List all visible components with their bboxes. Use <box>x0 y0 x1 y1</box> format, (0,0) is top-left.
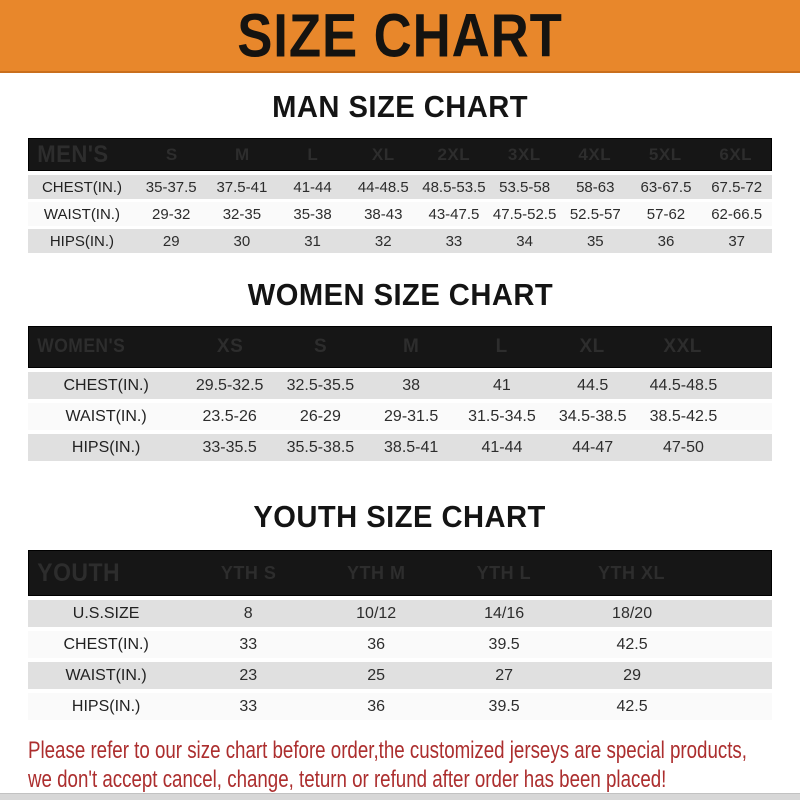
table-cell: 63-67.5 <box>640 178 692 196</box>
column-header: YTH M <box>346 562 406 583</box>
table-row <box>28 229 772 253</box>
row-label: HIPS(IN.) <box>71 697 141 715</box>
column-header: L <box>307 144 319 164</box>
column-header: S <box>165 144 178 164</box>
table-cell: 47-50 <box>662 438 704 456</box>
disclaimer-line-2: we don't accept cancel, change, teturn or refund after order has been placed! <box>28 766 667 793</box>
table-cell: 36 <box>367 635 386 653</box>
table-cell: 38.5-42.5 <box>649 407 718 425</box>
men-size-table <box>28 138 772 253</box>
table-cell: 42.5 <box>616 635 648 653</box>
row-label: HIPS(IN.) <box>71 438 141 456</box>
table-row <box>28 434 772 461</box>
table-cell: 37 <box>728 232 745 250</box>
column-header: S <box>313 336 328 357</box>
table-cell: 18/20 <box>612 604 653 622</box>
women-size-table <box>28 326 772 461</box>
table-cell: 53.5-58 <box>499 178 551 196</box>
table-cell: 29 <box>162 232 180 250</box>
table-row <box>28 600 772 627</box>
column-header: 4XL <box>578 144 612 164</box>
table-cell: 35.5-38.5 <box>286 438 355 456</box>
banner <box>0 0 800 73</box>
table-cell: 25 <box>367 666 386 684</box>
table-cell: 35-38 <box>293 205 332 223</box>
bottom-divider <box>0 793 800 800</box>
column-header: 6XL <box>719 144 753 164</box>
column-header: 3XL <box>507 144 541 164</box>
table-cell: 30 <box>233 232 251 250</box>
women-section-heading: WOMEN SIZE CHART <box>247 277 553 312</box>
table-cell: 33 <box>445 232 463 250</box>
table-cell: 29-31.5 <box>384 407 439 425</box>
table-cell: 33-35.5 <box>202 438 257 456</box>
table-header-row <box>28 138 772 171</box>
disclaimer-line-1: Please refer to our size chart before order,the customized jerseys are special products, <box>28 737 748 764</box>
column-header: YTH L <box>476 562 532 583</box>
table-cell: 26-29 <box>299 407 341 425</box>
column-header: XL <box>579 336 605 357</box>
row-label: U.S.SIZE <box>72 604 140 622</box>
table-cell: 41-44 <box>293 178 332 196</box>
row-label: WAIST(IN.) <box>43 205 120 223</box>
row-label: WAIST(IN.) <box>65 666 147 684</box>
table-row <box>28 202 772 226</box>
men-section-heading: MAN SIZE CHART <box>272 89 528 124</box>
row-label: WAIST(IN.) <box>65 407 147 425</box>
column-header: YTH S <box>220 562 277 583</box>
table-cell: 33 <box>239 635 258 653</box>
table-cell: 35-37.5 <box>145 178 197 196</box>
table-cell: 52.5-57 <box>569 205 621 223</box>
table-cell: 44-48.5 <box>357 178 409 196</box>
table-cell: 44.5-48.5 <box>649 376 718 394</box>
table-row <box>28 175 772 199</box>
column-header: M <box>402 336 420 357</box>
page-title: SIZE CHART <box>237 1 563 70</box>
table-cell: 36 <box>367 697 386 715</box>
table-cell: 38-43 <box>364 205 403 223</box>
table-row <box>28 662 772 689</box>
table-cell: 27 <box>495 666 514 684</box>
table-cell: 32.5-35.5 <box>286 376 355 394</box>
table-corner-label: WOMEN'S <box>37 336 126 357</box>
table-cell: 43-47.5 <box>428 205 480 223</box>
table-cell: 32 <box>374 232 392 250</box>
column-header: XXL <box>663 336 702 357</box>
table-cell: 14/16 <box>484 604 525 622</box>
table-cell: 39.5 <box>488 697 520 715</box>
table-cell: 41-44 <box>481 438 523 456</box>
table-cell: 36 <box>657 232 675 250</box>
column-header: L <box>495 336 508 357</box>
row-label: CHEST(IN.) <box>63 635 149 653</box>
table-cell: 62-66.5 <box>711 205 763 223</box>
table-corner-label: MEN'S <box>37 140 109 168</box>
table-cell: 23.5-26 <box>202 407 257 425</box>
table-cell: 29-32 <box>152 205 191 223</box>
table-header-row <box>28 326 772 368</box>
column-header: YTH XL <box>597 562 665 583</box>
table-cell: 33 <box>239 697 258 715</box>
table-row <box>28 372 772 399</box>
table-cell: 48.5-53.5 <box>422 178 486 196</box>
table-cell: 34 <box>516 232 533 250</box>
table-cell: 31.5-34.5 <box>468 407 536 425</box>
row-label: CHEST(IN.) <box>41 178 122 196</box>
table-cell: 41 <box>493 376 511 394</box>
table-cell: 58-63 <box>576 178 615 196</box>
table-cell: 31 <box>304 232 321 250</box>
table-cell: 35 <box>586 232 604 250</box>
row-label: HIPS(IN.) <box>49 232 115 250</box>
table-header-row <box>28 550 772 596</box>
table-row <box>28 631 772 658</box>
column-header: XS <box>216 336 244 357</box>
table-cell: 10/12 <box>356 604 397 622</box>
table-cell: 32-35 <box>222 205 262 223</box>
disclaimer <box>28 736 800 794</box>
table-cell: 42.5 <box>616 697 648 715</box>
table-cell: 29 <box>623 666 641 684</box>
table-cell: 38 <box>402 376 421 394</box>
column-header: XL <box>371 144 395 164</box>
table-cell: 44.5 <box>577 376 609 394</box>
column-header: M <box>234 144 250 164</box>
table-row <box>28 693 772 720</box>
table-cell: 47.5-52.5 <box>492 205 557 223</box>
youth-section-heading: YOUTH SIZE CHART <box>253 499 547 534</box>
row-label: CHEST(IN.) <box>63 376 149 394</box>
column-header: 5XL <box>648 144 682 164</box>
table-cell: 34.5-38.5 <box>558 407 627 425</box>
table-cell: 29.5-32.5 <box>195 376 264 394</box>
table-cell: 67.5-72 <box>711 178 763 196</box>
table-cell: 23 <box>239 666 258 684</box>
table-cell: 38.5-41 <box>384 438 439 456</box>
table-row <box>28 403 772 430</box>
table-cell: 37.5-41 <box>216 178 268 196</box>
table-cell: 39.5 <box>488 635 520 653</box>
column-header: 2XL <box>437 144 471 164</box>
table-cell: 44-47 <box>572 438 614 456</box>
youth-size-table <box>28 550 772 720</box>
table-cell: 57-62 <box>646 205 686 223</box>
table-corner-label: YOUTH <box>37 558 121 587</box>
table-cell: 8 <box>243 604 253 622</box>
